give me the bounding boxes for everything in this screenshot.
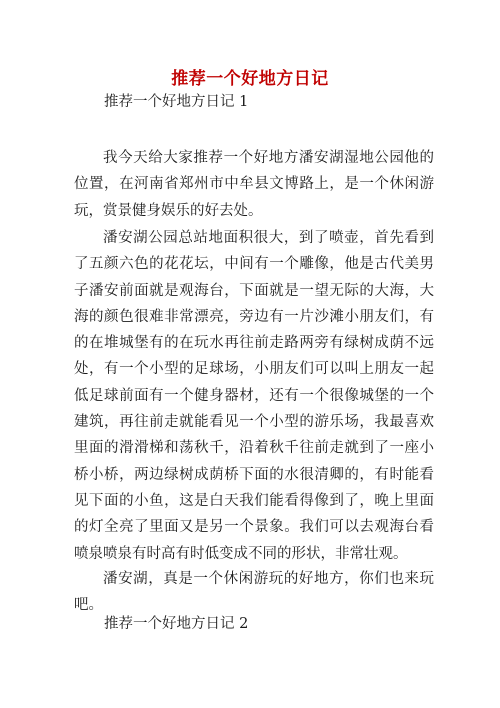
section-heading-2: 推荐一个好地方日记 2 (104, 616, 249, 632)
paragraph-1: 我今天给大家推荐一个好地方潘安湖湿地公园他的位置，在河南省郑州市中牟县文博路上，是一个休闲游玩，赏景健身娱乐的好去处。 (74, 150, 434, 219)
document-title: 推荐一个好地方日记 (171, 69, 329, 89)
paragraph-3: 潘安湖，真是一个休闲游玩的好地方，你们也来玩吧。 (74, 571, 434, 614)
section-heading-1: 推荐一个好地方日记 1 (104, 94, 249, 110)
paragraph-2: 潘安湖公园总站地面积很大，到了喷壶，首先看到了五颜六色的花花坛，中间有一个雕像，他是古代美男子潘安前面就是观海台，下面就是一望无际的大海，大海的颜色很难非常漂亮，旁边有一片沙滩小朋友们，有的在堆城堡有的在玩水再往前走路两旁有绿树成荫不远处，有一个小型的足球场，小朋友们可以叫上朋友一起低足球前面有一个健身器材，还有一个很像城堡的一个建筑，再往前走就能看见一个小型的游乐场，我最喜欢里面的滑滑梯和荡秋千，沿着秋千往前走就到了一座小桥小桥，两边绿树成荫桥下面的水很清卿的，有时能看见下面的小鱼，这是白天我们能看得像到了，晚上里面的灯全亮了里面又是另一个景象。我们可以去观海台看喷泉喷泉有时高有时低变成不同的形状，非常壮观。 (74, 230, 434, 562)
